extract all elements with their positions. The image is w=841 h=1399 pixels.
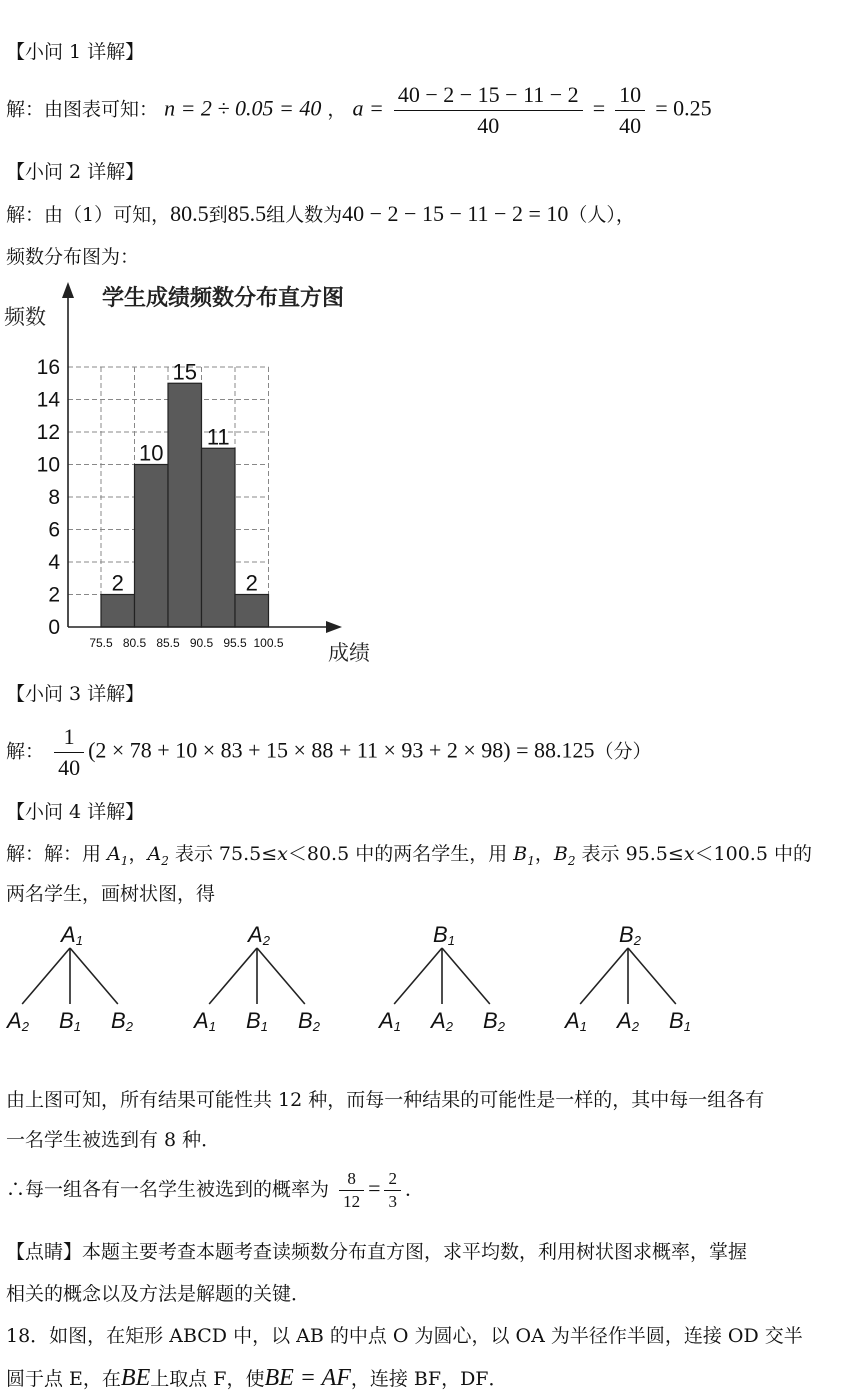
y-tick-label: 14 bbox=[36, 388, 60, 412]
q3-unit: （分） bbox=[594, 740, 652, 763]
comment-line2: 相关的概念以及方法是解题的关键． bbox=[6, 1283, 311, 1305]
q4-p-eq: = bbox=[368, 1175, 381, 1201]
y-tick-label: 8 bbox=[48, 486, 60, 509]
q2-line1 bbox=[6, 200, 635, 229]
tree-branch bbox=[257, 948, 305, 1004]
q4-text-a: 解：解：用 bbox=[6, 843, 102, 865]
histogram-bar bbox=[168, 383, 202, 627]
tree-branch bbox=[394, 948, 442, 1004]
q1-sep: ， bbox=[327, 98, 347, 121]
q4-prob-frac1 bbox=[339, 1168, 364, 1213]
q18-text-b: 上取点 F，使 bbox=[150, 1368, 265, 1390]
tree-leaf-label: A2 bbox=[7, 1008, 29, 1034]
tree-branch bbox=[70, 948, 118, 1004]
q4-line3: 由上图可知，所有结果可能性共 12 种，而每一种结果的可能性是一样的，其中每一组各有 bbox=[6, 1089, 765, 1111]
q4-text-c: ＜80.5 中的两名学生，用 bbox=[287, 843, 508, 865]
q1-fraction-a bbox=[394, 80, 583, 141]
tree-leaf-label: B2 bbox=[298, 1008, 320, 1034]
q4-text-d: 表示 95.5≤ bbox=[581, 843, 684, 865]
y-axis-arrow bbox=[62, 282, 74, 298]
q2-text-a: 解：由（1）可知， bbox=[6, 204, 171, 226]
y-tick-label: 16 bbox=[36, 356, 60, 379]
histogram-bar bbox=[235, 595, 269, 628]
tree-leaf-label: B1 bbox=[59, 1008, 81, 1034]
histogram-bar bbox=[101, 595, 135, 628]
q3-fraction bbox=[54, 722, 84, 783]
tree-leaf-label: B2 bbox=[483, 1008, 505, 1034]
q18-line1: 18．如图，在矩形 ABCD 中，以 AB 的中点 O 为圆心，以 OA 为半径作半圆，连接 OD 交半 bbox=[6, 1325, 803, 1347]
q4-p2-den: 3 bbox=[388, 1192, 397, 1211]
q3-header: 【小问 3 详解】 bbox=[6, 683, 145, 705]
x-tick-label: 85.5 bbox=[156, 636, 180, 650]
q4-line5 bbox=[6, 1168, 424, 1213]
q4-p-end: ． bbox=[404, 1178, 424, 1201]
tree-branch bbox=[628, 948, 676, 1004]
q3-expr: (2 × 78 + 10 × 83 + 15 × 88 + 11 × 93 + 2 × 98) = 88.125 bbox=[88, 737, 595, 763]
bar-value-label: 2 bbox=[245, 570, 258, 596]
tree-root-label: B1 bbox=[433, 922, 455, 948]
tree-diagram bbox=[192, 922, 321, 1034]
q4-p2-num: 2 bbox=[384, 1168, 401, 1191]
y-tick-label: 2 bbox=[48, 583, 60, 607]
tree-branch bbox=[580, 948, 628, 1004]
tree-diagram bbox=[563, 922, 691, 1034]
q2-num-a: 80.5 bbox=[170, 201, 209, 226]
tree-leaf-label: A1 bbox=[565, 1008, 587, 1034]
q1-frac2-den: 40 bbox=[619, 113, 642, 138]
x-tick-label: 75.5 bbox=[89, 636, 113, 650]
q2-expr: 40 − 2 − 15 − 11 − 2 = 10 bbox=[342, 201, 569, 226]
q4-p-num: 8 bbox=[339, 1168, 364, 1191]
q1-fraction-b bbox=[615, 80, 645, 141]
chart-bars bbox=[101, 383, 269, 627]
tree-leaf-label: A1 bbox=[379, 1008, 401, 1034]
q4-line1: 解：解：用 $A_1$，$A_2$ 表示 75.5≤x＜80.5 中的两名学生，用 $B_1$，$B_2$ 表示 95.5≤x＜100.5 中的 bbox=[6, 843, 812, 868]
comment-line1: 【点睛】本题主要考查本题考查读频数分布直方图，求平均数，利用树状图求概率，掌握 bbox=[6, 1241, 748, 1263]
q1-header: 【小问 1 详解】 bbox=[6, 41, 145, 63]
tree-diagram bbox=[5, 922, 134, 1034]
tree-leaf-label: A1 bbox=[194, 1008, 216, 1034]
bar-value-label: 10 bbox=[139, 440, 164, 466]
q1-result: = 0.25 bbox=[655, 95, 712, 121]
q4-line4: 一名学生被选到有 8 种． bbox=[6, 1129, 221, 1151]
bar-value-label: 2 bbox=[111, 570, 124, 596]
histogram-bar bbox=[135, 465, 169, 628]
q18-text-c: ，连接 BF，DF． bbox=[350, 1368, 508, 1390]
q4-text-b: 表示 75.5≤ bbox=[174, 843, 278, 865]
q4-prob-frac2 bbox=[384, 1168, 401, 1213]
y-tick-label: 4 bbox=[48, 551, 60, 574]
q18-line2 bbox=[6, 1364, 508, 1393]
x-tick-label: 100.5 bbox=[253, 636, 284, 650]
q2-header: 【小问 2 详解】 bbox=[6, 161, 145, 183]
q18-arc-be: BE bbox=[120, 1365, 151, 1391]
x-axis-arrow bbox=[326, 621, 342, 633]
q18-arc-eq: BE = AF bbox=[264, 1365, 351, 1391]
q1-lead: 解：由图表可知： bbox=[6, 98, 159, 121]
q3-lead: 解： bbox=[6, 740, 45, 763]
q1-frac-num: 40 − 2 − 15 − 11 − 2 bbox=[394, 80, 583, 111]
histogram-bar bbox=[202, 448, 236, 627]
tree-leaf-label: A2 bbox=[617, 1008, 639, 1034]
tree-leaf-label: B1 bbox=[669, 1008, 691, 1034]
q2-unit: （人）， bbox=[568, 204, 635, 226]
q3-frac-den: 40 bbox=[58, 755, 81, 780]
q4-line2: 两名学生，画树状图，得 bbox=[6, 883, 216, 905]
q2-text-e: 组人数为 bbox=[266, 204, 343, 226]
q1-a-lhs: a = bbox=[352, 95, 384, 121]
tree-leaf-label: B2 bbox=[111, 1008, 133, 1034]
q4-p-den: 12 bbox=[343, 1192, 361, 1211]
x-axis-label: 成绩 bbox=[328, 642, 370, 665]
histogram-chart bbox=[0, 278, 400, 670]
y-tick-label: 10 bbox=[36, 453, 60, 477]
bar-value-label: 15 bbox=[172, 359, 197, 385]
x-tick-label: 95.5 bbox=[223, 636, 247, 650]
q4-header: 【小问 4 详解】 bbox=[6, 801, 145, 823]
tree-branch bbox=[22, 948, 70, 1004]
q2-num-b: 85.5 bbox=[227, 201, 267, 226]
tree-root-label: A1 bbox=[61, 922, 83, 948]
y-tick-label: 12 bbox=[36, 421, 60, 444]
q4-var-x1: x bbox=[277, 843, 288, 865]
y-axis-label: 频数 bbox=[4, 306, 46, 329]
tree-leaf-label: B1 bbox=[246, 1008, 268, 1034]
chart-title: 学生成绩频数分布直方图 bbox=[102, 285, 345, 310]
q1-frac2-num: 10 bbox=[615, 80, 645, 111]
q2-text-c: 到 bbox=[208, 204, 228, 226]
x-tick-label: 90.5 bbox=[189, 636, 214, 650]
q1-eq-n: n = 2 ÷ 0.05 = 40 bbox=[164, 95, 322, 121]
q4-var-x2: x bbox=[683, 843, 695, 865]
tree-branch bbox=[209, 948, 257, 1004]
tree-branch bbox=[442, 948, 490, 1004]
tree-leaf-label: A2 bbox=[431, 1008, 453, 1034]
q3-solution bbox=[6, 722, 652, 783]
tree-root-label: A2 bbox=[248, 922, 270, 948]
y-tick-label: 6 bbox=[48, 518, 60, 542]
q4-text-e: ＜100.5 中的 bbox=[694, 843, 812, 865]
tree-root-label: B2 bbox=[619, 922, 641, 948]
q18-text-a: 圆于点 E，在 bbox=[6, 1368, 121, 1390]
x-tick-label: 80.5 bbox=[122, 636, 147, 650]
q4-text-prob: ∴每一组各有一名学生被选到的概率为 bbox=[6, 1178, 330, 1201]
q3-frac-num: 1 bbox=[54, 722, 84, 753]
q2-line2: 频数分布图为： bbox=[6, 246, 140, 268]
q1-solution bbox=[6, 80, 712, 141]
q1-frac-den: 40 bbox=[477, 113, 500, 138]
bar-value-label: 11 bbox=[206, 424, 230, 450]
tree-diagrams bbox=[0, 918, 720, 1040]
tree-diagram bbox=[377, 922, 506, 1034]
q1-eq-sign: = bbox=[592, 95, 606, 121]
y-tick-label: 0 bbox=[48, 616, 60, 639]
